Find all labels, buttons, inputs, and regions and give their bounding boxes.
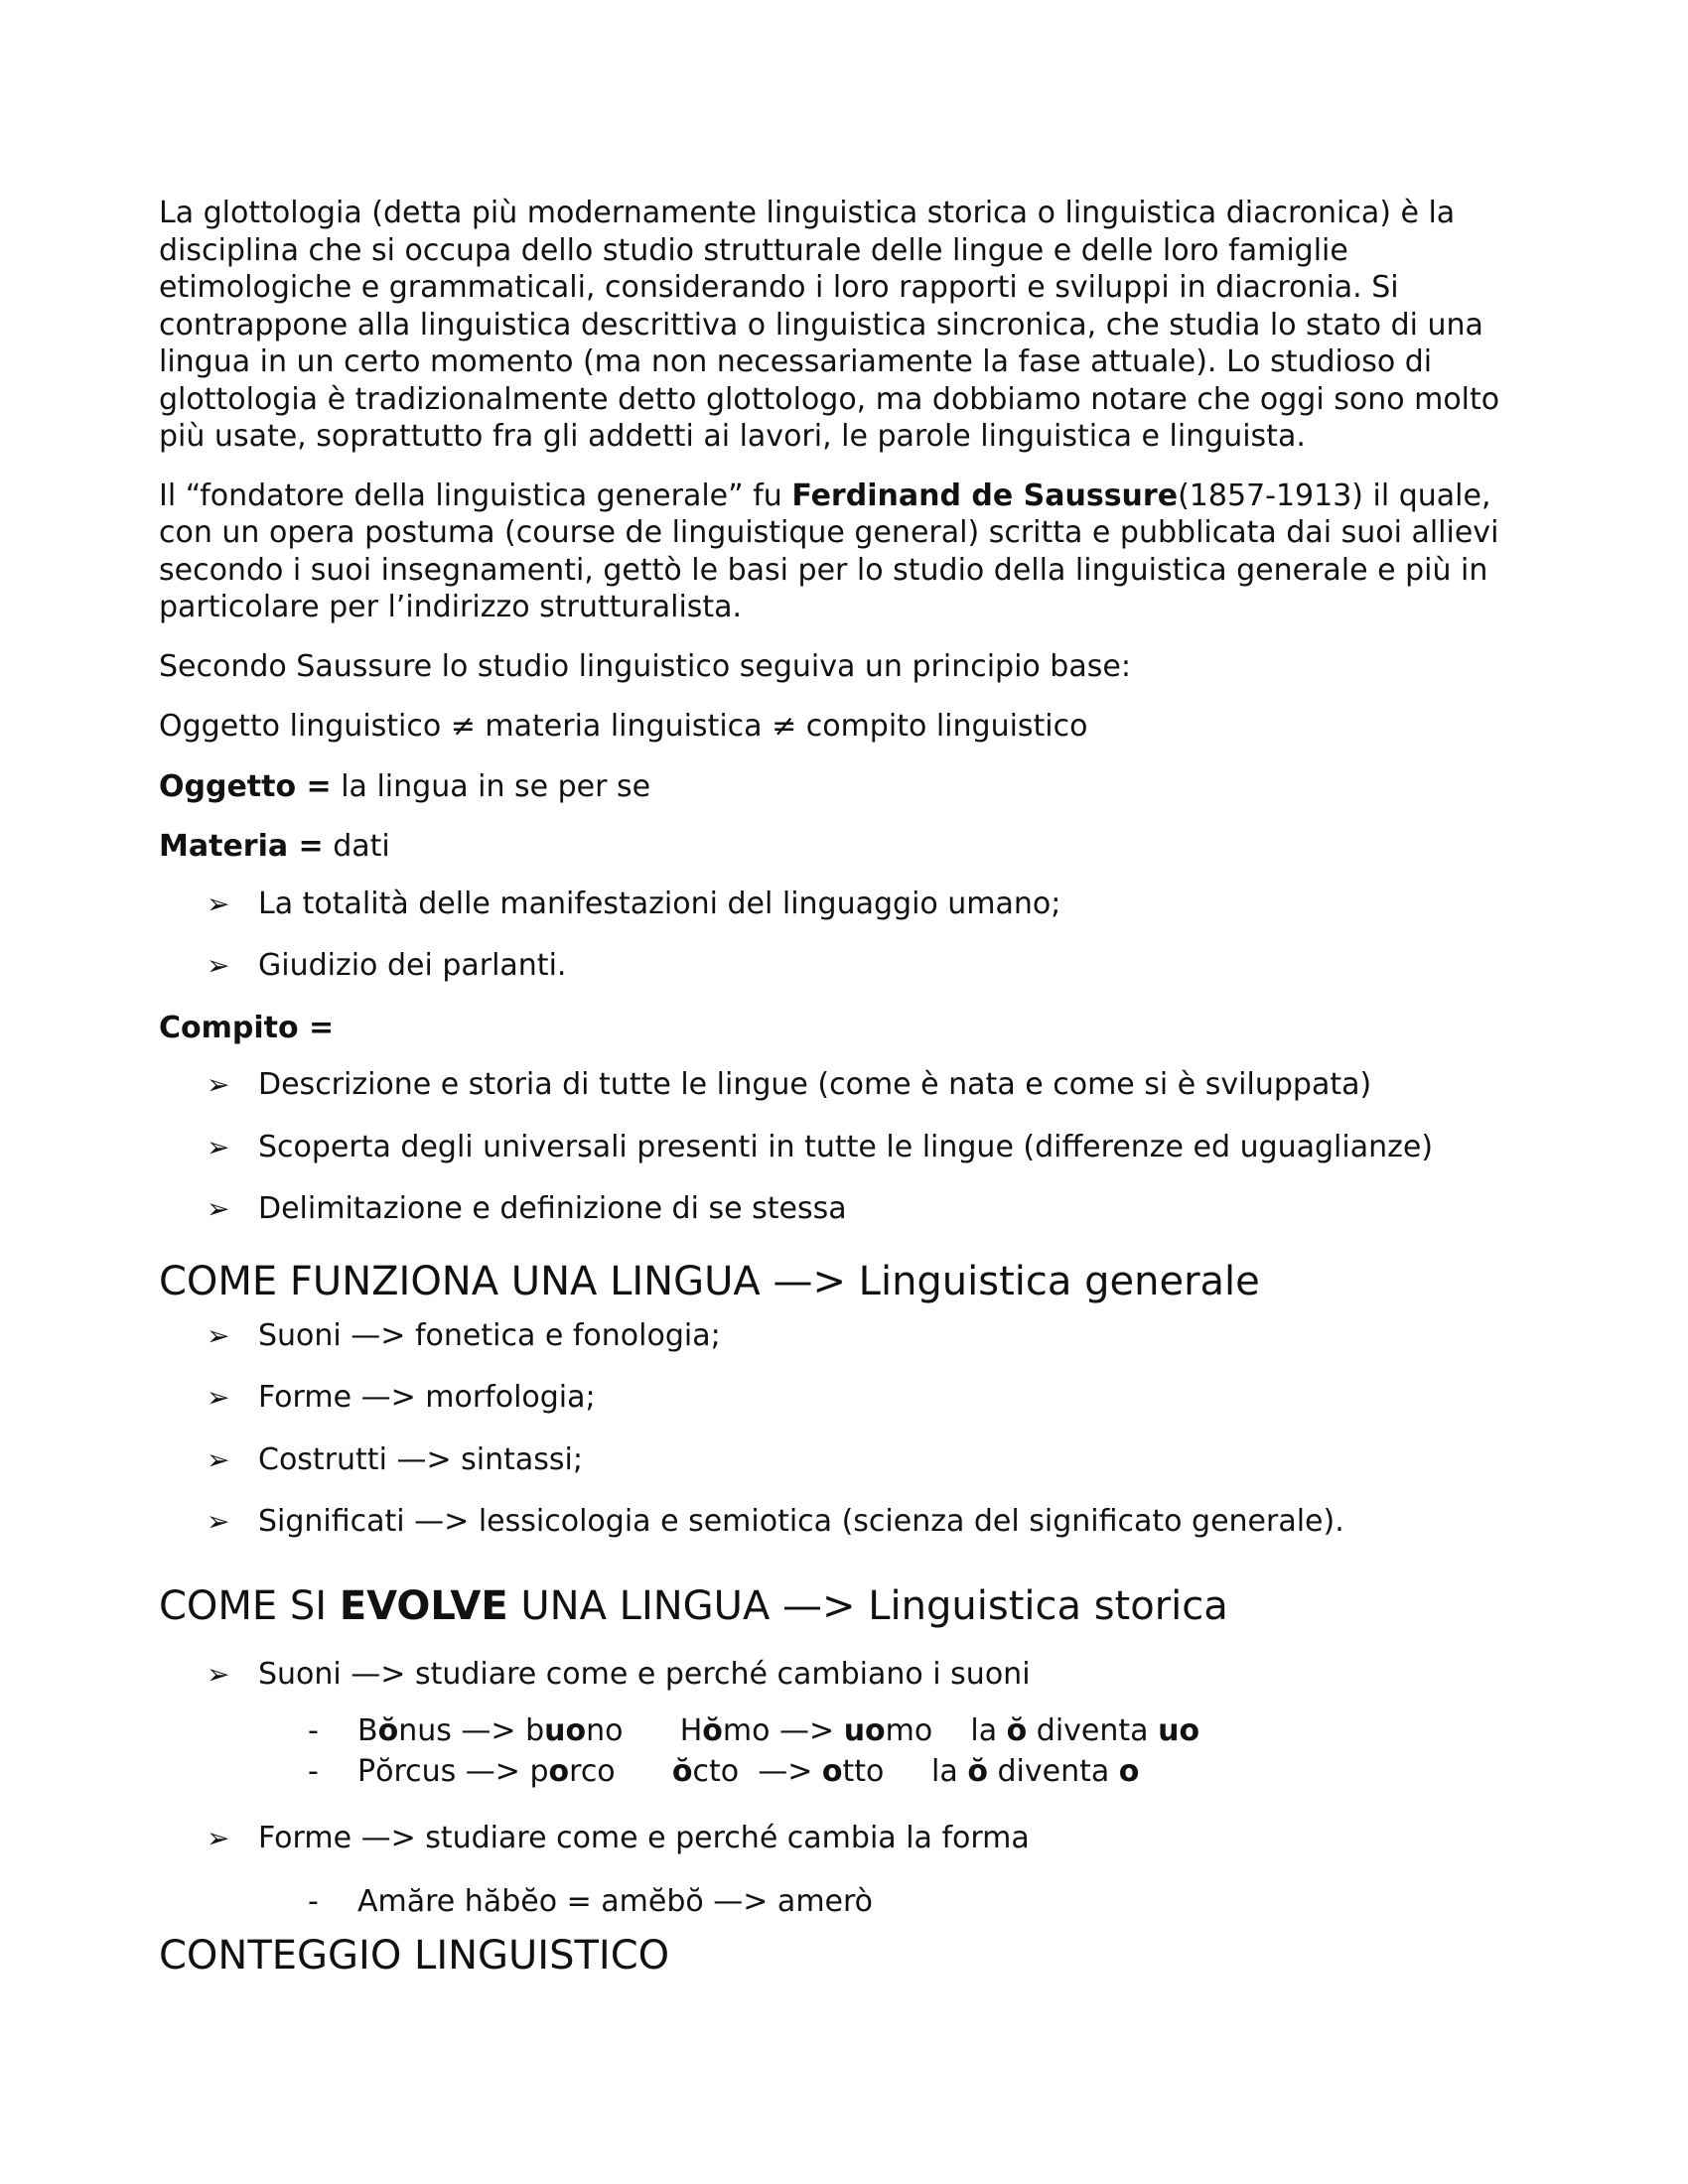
list-item-text: Suoni —> studiare come e perché cambiano i suoni	[258, 1656, 1031, 1692]
example-bold: o	[548, 1754, 570, 1789]
list-item-text: Delimitazione e definizione di se stessa	[258, 1191, 847, 1226]
dash-bullet-icon: -	[308, 1883, 319, 1919]
list-item	[159, 1317, 1549, 1355]
example-text: no H	[586, 1713, 703, 1748]
materia-line	[159, 828, 1549, 866]
arrow-bullet-icon: ➢	[207, 1068, 230, 1101]
example-text: Amăre hăbĕo = amĕbŏ —> amerò	[357, 1883, 874, 1919]
document-body	[159, 195, 1549, 1991]
list-item	[159, 1503, 1549, 1541]
arrow-bullet-icon: ➢	[207, 1505, 230, 1538]
form-example-row	[159, 1881, 1549, 1922]
saussure-text-before: Il “fondatore della linguistica generale” fu	[159, 478, 792, 513]
list-item	[159, 886, 1549, 923]
arrow-bullet-icon: ➢	[207, 1192, 230, 1225]
compito-label: Compito =	[159, 1010, 335, 1045]
list-item	[159, 1656, 1549, 1694]
oggetto-line	[159, 768, 1549, 806]
example-bold: uo	[544, 1713, 587, 1748]
example-text: rco	[569, 1754, 672, 1789]
example-bold: uo	[843, 1713, 886, 1748]
principle-intro: Secondo Saussure lo studio linguistico seguiva un principio base:	[159, 648, 1131, 684]
heading-text: UNA LINGUA —> Linguistica storica	[507, 1582, 1228, 1629]
arrow-bullet-icon: ➢	[207, 887, 230, 920]
arrow-bullet-icon: ➢	[207, 1442, 230, 1476]
heading-general-linguistics: COME FUNZIONA UNA LINGUA —> Linguistica generale	[159, 1258, 1260, 1304]
example-bold: ŏ	[377, 1713, 399, 1748]
list-item-text: Scoperta degli universali presenti in tutte le lingue (differenze ed uguaglianze)	[258, 1129, 1434, 1164]
example-bold: o	[821, 1754, 843, 1789]
list-item-text: Costrutti —> sintassi;	[258, 1441, 583, 1477]
example-text: mo —>	[722, 1713, 844, 1748]
intro-paragraph: La glottologia (detta più modernamente linguistica storica o linguistica diacronica) è la disciplina che si occupa dello studio strutturale delle lingue e delle loro famiglie etimologiche e grammaticali, considerando i loro rapporti e sviluppi in diacronia. Si contrappone alla linguistica descrittiva o linguistica sincronica, che studia lo stato di una lingua in un certo momento (ma non necessariamente la fase attuale). Lo studioso di glottologia è tradizionalmente detto glottologo, ma dobbiamo notare che oggi sono molto più usate, soprattutto fra gli addetti ai lavori, le parole linguistica e linguista.	[159, 196, 1500, 454]
oggetto-text: la lingua in se per se	[331, 768, 651, 804]
list-item-text: Forme —> studiare come e perché cambia la forma	[258, 1821, 1030, 1855]
list-item	[159, 947, 1549, 985]
arrow-bullet-icon: ➢	[207, 1657, 230, 1691]
arrow-bullet-icon: ➢	[207, 1381, 230, 1414]
principle-formula: Oggetto linguistico ≠ materia linguistica ≠ compito linguistico	[159, 709, 1088, 744]
arrow-bullet-icon: ➢	[207, 1318, 230, 1352]
sound-example-row	[159, 1751, 1549, 1792]
materia-list	[159, 886, 1549, 985]
list-item-text: Significati —> lessicologia e semiotica (scienza del significato generale).	[258, 1504, 1344, 1539]
example-bold: ŏ	[1006, 1713, 1028, 1748]
example-bold: ŏ	[671, 1754, 693, 1789]
dash-bullet-icon: -	[308, 1754, 319, 1789]
historical-sounds-list	[159, 1656, 1549, 1694]
arrow-bullet-icon: ➢	[207, 949, 230, 982]
sound-example-row	[159, 1710, 1549, 1751]
list-item	[159, 1190, 1549, 1228]
list-item	[159, 1379, 1549, 1417]
example-text: diventa	[1027, 1713, 1159, 1748]
dash-bullet-icon: -	[308, 1713, 319, 1748]
list-item-text: La totalità delle manifestazioni del linguaggio umano;	[258, 886, 1061, 921]
list-item-text: Giudizio dei parlanti.	[258, 948, 567, 983]
example-text: diventa	[987, 1754, 1119, 1789]
materia-text: dati	[323, 829, 390, 864]
heading-historical-linguistics	[159, 1582, 1549, 1630]
arrow-bullet-icon: ➢	[207, 1130, 230, 1163]
list-item-text: Suoni —> fonetica e fonologia;	[258, 1317, 721, 1353]
heading-text: COME SI	[159, 1582, 340, 1629]
saussure-paragraph	[159, 478, 1549, 626]
materia-label: Materia =	[159, 829, 324, 864]
heading-linguistic-count: CONTEGGIO LINGUISTICO	[159, 1932, 670, 1979]
heading-bold-text: EVOLVE	[339, 1582, 508, 1629]
example-bold: ŏ	[702, 1713, 723, 1748]
example-bold: o	[1118, 1754, 1140, 1789]
example-text: nus —> b	[398, 1713, 545, 1748]
example-text: B	[357, 1713, 378, 1748]
form-examples-list	[159, 1881, 1549, 1922]
list-item	[159, 1066, 1549, 1104]
example-text: Pŏrcus —> p	[357, 1754, 549, 1789]
arrow-bullet-icon: ➢	[207, 1822, 230, 1854]
list-item-text: Descrizione e storia di tutte le lingue (come è nata e come si è sviluppata)	[258, 1067, 1372, 1102]
historical-forms-list	[159, 1820, 1549, 1857]
saussure-name: Ferdinand de Saussure	[791, 478, 1179, 513]
oggetto-label: Oggetto =	[159, 768, 332, 804]
list-item-text: Forme —> morfologia;	[258, 1380, 596, 1415]
compito-line	[159, 1010, 1549, 1047]
saussure-text-after: (1857-1913) il quale, con un opera postuma (course de linguistique general) scritta e pubblicata dai suoi allievi secondo i suoi insegnamenti, gettò le basi per lo studio della linguistica generale e più in particolare per l’indirizzo strutturalista.	[159, 478, 1499, 624]
example-bold: uo	[1158, 1713, 1200, 1748]
general-linguistics-list	[159, 1317, 1549, 1541]
example-text: tto la	[842, 1754, 968, 1789]
sound-examples-list	[159, 1710, 1549, 1792]
compito-list	[159, 1066, 1549, 1228]
example-bold: ŏ	[967, 1754, 988, 1789]
list-item	[159, 1820, 1549, 1857]
example-text: mo la	[885, 1713, 1007, 1748]
list-item	[159, 1441, 1549, 1479]
list-item	[159, 1129, 1549, 1166]
example-text: cto —>	[692, 1754, 822, 1789]
